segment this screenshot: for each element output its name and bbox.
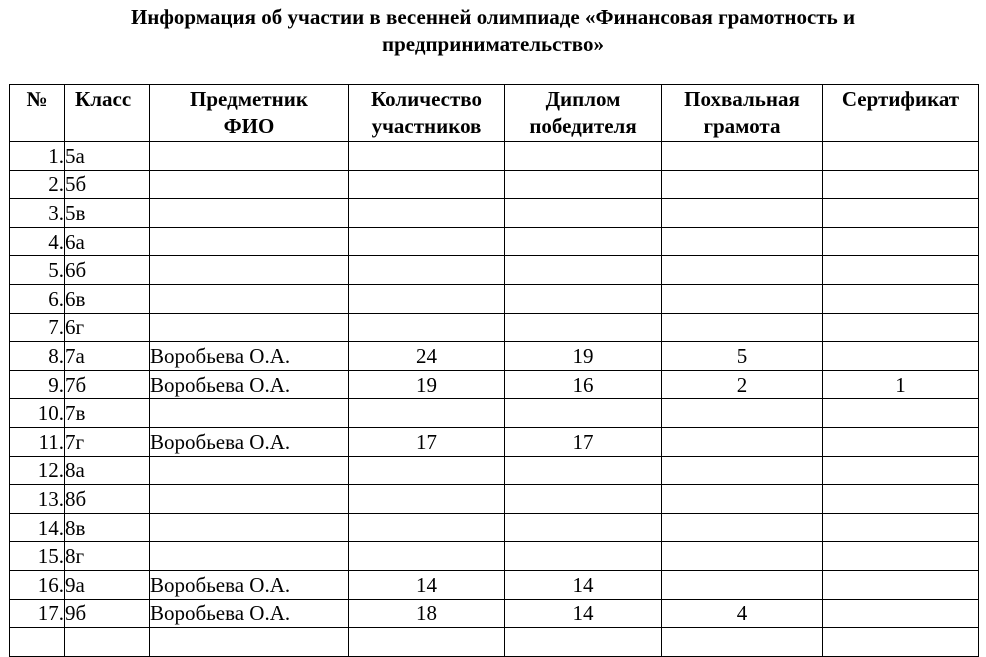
header-number (10, 85, 65, 142)
header-participants-line-1: Количество (370, 87, 483, 111)
row-praise (662, 256, 823, 285)
document-title (0, 4, 986, 58)
row-number: 11. (10, 427, 65, 456)
row-winner (505, 284, 662, 313)
table-row (10, 456, 979, 485)
table-row (10, 370, 979, 399)
row-praise (662, 284, 823, 313)
row-teacher: Воробьева О.А. (150, 570, 349, 599)
row-praise: 4 (662, 599, 823, 628)
row-teacher (150, 456, 349, 485)
row-class: 8в (65, 513, 150, 542)
row-praise (662, 570, 823, 599)
table-row (10, 199, 979, 228)
row-praise (662, 170, 823, 199)
row-number: 13. (10, 485, 65, 514)
table-row-partial (10, 628, 979, 657)
row-winner (505, 256, 662, 285)
row-class: 7в (65, 399, 150, 428)
table-row (10, 142, 979, 171)
row-winner (505, 513, 662, 542)
table-row (10, 342, 979, 371)
row-number: 15. (10, 542, 65, 571)
header-teacher-line-2: ФИО (223, 114, 275, 138)
row-teacher (150, 256, 349, 285)
row-teacher (150, 284, 349, 313)
row-class: 6б (65, 256, 150, 285)
row-praise (662, 313, 823, 342)
row-number: 5. (10, 256, 65, 285)
row-class: 6а (65, 227, 150, 256)
row-winner: 16 (505, 370, 662, 399)
row-teacher (150, 142, 349, 171)
header-certificate (823, 85, 979, 142)
row-winner (505, 142, 662, 171)
row-winner (505, 542, 662, 571)
row-class: 6г (65, 313, 150, 342)
row-praise (662, 199, 823, 228)
row-number: 14. (10, 513, 65, 542)
table-row (10, 513, 979, 542)
row-number: 12. (10, 456, 65, 485)
row-class: 7г (65, 427, 150, 456)
row-praise (662, 427, 823, 456)
row-class: 7а (65, 342, 150, 371)
table-row (10, 399, 979, 428)
row-teacher (150, 399, 349, 428)
row-teacher: Воробьева О.А. (150, 599, 349, 628)
header-praise-certificate (662, 85, 823, 142)
row-teacher (150, 542, 349, 571)
row-teacher (150, 170, 349, 199)
header-participants-line-2: участников (371, 114, 482, 138)
header-class-label: Класс (75, 87, 132, 111)
header-participants (349, 85, 505, 142)
document-title-line-2: предпринимательство» (382, 32, 604, 56)
row-class: 8б (65, 485, 150, 514)
row-certificate (823, 199, 979, 228)
row-winner: 14 (505, 599, 662, 628)
row-participants: 18 (349, 599, 505, 628)
row-participants (349, 485, 505, 514)
header-certificate-label: Сертификат (841, 87, 960, 111)
table-row (10, 485, 979, 514)
row-class: 6в (65, 284, 150, 313)
header-praise-line-2: грамота (703, 114, 781, 138)
row-certificate (823, 284, 979, 313)
olympiad-results-table (9, 84, 979, 657)
row-participants (349, 284, 505, 313)
row-participants (349, 199, 505, 228)
row-praise (662, 227, 823, 256)
row-winner (505, 456, 662, 485)
row-participants (349, 542, 505, 571)
row-number: 3. (10, 199, 65, 228)
row-certificate (823, 170, 979, 199)
row-number: 16. (10, 570, 65, 599)
row-praise (662, 542, 823, 571)
row-participants (349, 313, 505, 342)
row-number: 9. (10, 370, 65, 399)
row-certificate (823, 399, 979, 428)
row-participants (349, 513, 505, 542)
row-number: 10. (10, 399, 65, 428)
table-row (10, 427, 979, 456)
row-teacher: Воробьева О.А. (150, 427, 349, 456)
row-number: 4. (10, 227, 65, 256)
row-number: 8. (10, 342, 65, 371)
row-teacher (150, 313, 349, 342)
row-certificate: 1 (823, 370, 979, 399)
row-winner (505, 170, 662, 199)
header-teacher (150, 85, 349, 142)
row-winner (505, 227, 662, 256)
row-participants: 19 (349, 370, 505, 399)
row-number: 1. (10, 142, 65, 171)
table-body (10, 142, 979, 657)
row-winner (505, 399, 662, 428)
row-winner (505, 485, 662, 514)
row-class: 9а (65, 570, 150, 599)
row-participants: 24 (349, 342, 505, 371)
row-teacher (150, 485, 349, 514)
row-class: 5в (65, 199, 150, 228)
row-praise (662, 513, 823, 542)
row-certificate (823, 227, 979, 256)
row-certificate (823, 456, 979, 485)
row-class: 5а (65, 142, 150, 171)
row-number: 2. (10, 170, 65, 199)
row-winner: 19 (505, 342, 662, 371)
row-participants (349, 142, 505, 171)
row-certificate (823, 485, 979, 514)
table-row (10, 599, 979, 628)
row-number: 7. (10, 313, 65, 342)
row-praise: 5 (662, 342, 823, 371)
row-winner: 14 (505, 570, 662, 599)
row-winner (505, 199, 662, 228)
row-certificate (823, 570, 979, 599)
row-teacher (150, 227, 349, 256)
row-certificate (823, 256, 979, 285)
row-certificate (823, 313, 979, 342)
header-winner-line-1: Диплом (545, 87, 621, 111)
row-teacher (150, 199, 349, 228)
row-participants (349, 256, 505, 285)
table-row (10, 284, 979, 313)
table-row (10, 227, 979, 256)
row-number: 17. (10, 599, 65, 628)
row-teacher: Воробьева О.А. (150, 342, 349, 371)
row-certificate (823, 142, 979, 171)
row-certificate (823, 427, 979, 456)
header-winner-diploma (505, 85, 662, 142)
table-row (10, 542, 979, 571)
header-number-label: № (26, 87, 48, 111)
row-certificate (823, 542, 979, 571)
row-participants: 17 (349, 427, 505, 456)
row-participants (349, 227, 505, 256)
row-certificate (823, 513, 979, 542)
row-winner (505, 313, 662, 342)
row-participants: 14 (349, 570, 505, 599)
header-teacher-line-1: Предметник (190, 87, 308, 111)
row-praise: 2 (662, 370, 823, 399)
document-title-line-1: Информация об участии в весенней олимпиаде «Финансовая грамотность и (130, 5, 856, 29)
row-class: 8а (65, 456, 150, 485)
row-praise (662, 485, 823, 514)
row-praise (662, 456, 823, 485)
row-number: 6. (10, 284, 65, 313)
row-class: 9б (65, 599, 150, 628)
table-row (10, 313, 979, 342)
row-participants (349, 456, 505, 485)
row-certificate (823, 599, 979, 628)
row-praise (662, 142, 823, 171)
table-row (10, 256, 979, 285)
row-teacher: Воробьева О.А. (150, 370, 349, 399)
row-certificate (823, 342, 979, 371)
table-row (10, 570, 979, 599)
row-participants (349, 399, 505, 428)
header-winner-line-2: победителя (529, 114, 637, 138)
row-class: 7б (65, 370, 150, 399)
row-praise (662, 399, 823, 428)
header-class (65, 85, 150, 142)
table-row (10, 170, 979, 199)
row-class: 5б (65, 170, 150, 199)
table-header-row (10, 85, 979, 142)
row-class: 8г (65, 542, 150, 571)
row-participants (349, 170, 505, 199)
row-winner: 17 (505, 427, 662, 456)
row-teacher (150, 513, 349, 542)
header-praise-line-1: Похвальная (684, 87, 800, 111)
